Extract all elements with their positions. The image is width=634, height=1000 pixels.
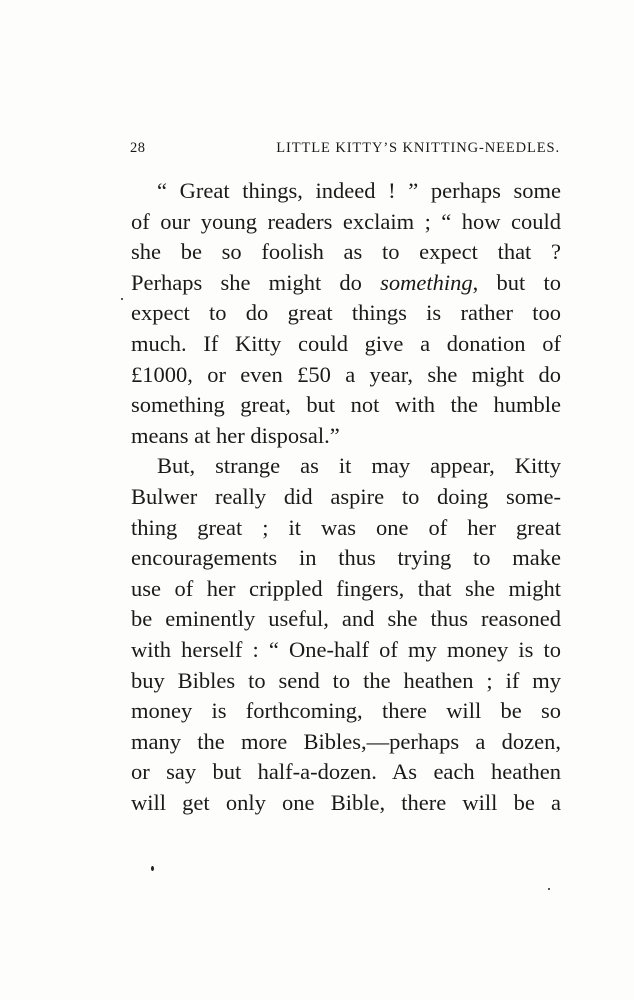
text-line: with herself : “ One-half of my money is to: [131, 636, 561, 662]
text-line: much. If Kitty could give a donation of: [131, 330, 561, 356]
text-line: £1000, or even £50 a year, she might do: [131, 361, 561, 387]
text-line: she be so foolish as to expect that ?: [131, 239, 561, 265]
print-speck: [121, 298, 123, 300]
text-line: or say but half-a-dozen. As each heathen: [131, 759, 561, 785]
emphasized-word: something: [380, 269, 473, 295]
text-line: means at her disposal.”: [131, 422, 340, 448]
text-line: thing great ; it was one of her great: [131, 514, 561, 540]
print-speck: [548, 888, 550, 890]
text-line: expect to do great things is rather too: [131, 300, 561, 326]
page-number: 28: [130, 140, 146, 156]
text-line: many the more Bibles,—perhaps a dozen,: [131, 728, 561, 754]
text-line: something great, but not with the humble: [131, 392, 561, 418]
text-line: encouragements in thus trying to make: [131, 545, 561, 571]
text-line: Perhaps she might do something, but to: [131, 269, 561, 295]
text-line: will get only one Bible, there will be a: [131, 789, 561, 815]
print-speck: [151, 866, 154, 871]
paragraph-2: [131, 451, 561, 818]
text-line: be eminently useful, and she thus reasoned: [131, 606, 561, 632]
text-line: “ Great things, indeed ! ” perhaps some: [157, 178, 561, 203]
paragraph-1: [131, 176, 561, 451]
text-line: buy Bibles to send to the heathen ; if my: [131, 667, 561, 693]
text-line: of our young readers exclaim ; “ how could: [131, 208, 561, 234]
text-line: Bulwer really did aspire to doing some-: [131, 483, 561, 509]
running-head: [130, 140, 560, 157]
running-title: LITTLE KITTY’S KNITTING-NEEDLES.: [276, 140, 560, 156]
text-line: money is forthcoming, there will be so: [131, 698, 561, 724]
body-text: [131, 176, 561, 818]
text-line: use of her crippled fingers, that she might: [131, 575, 561, 601]
text-line: But, strange as it may appear, Kitty: [157, 453, 561, 479]
